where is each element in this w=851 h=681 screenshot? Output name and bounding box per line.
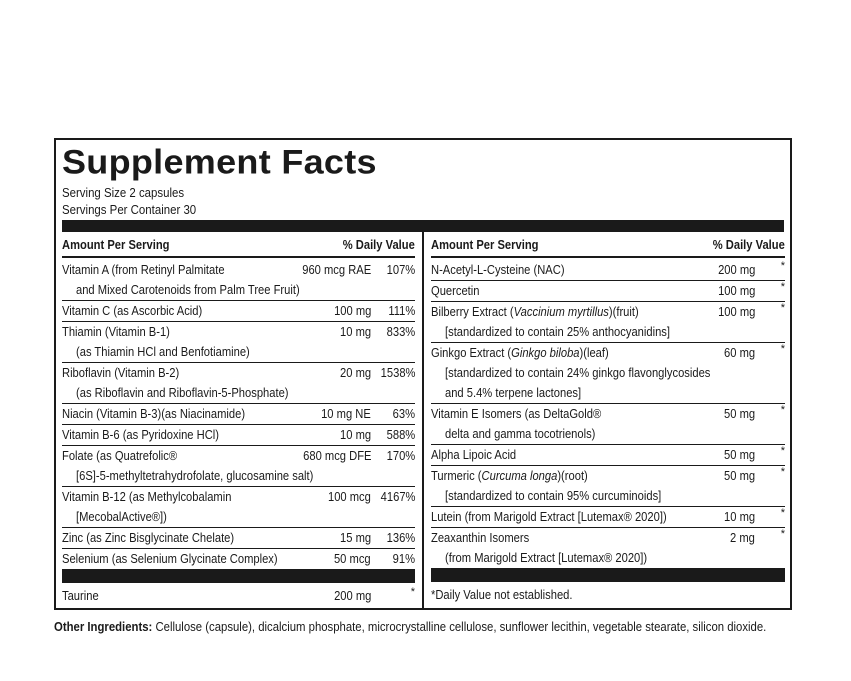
other-ingredients-text: Cellulose (capsule), dicalcium phosphate, microcrystalline cellulose, sunflower lecithin, vegetable stearate, silicon dioxide. (155, 619, 767, 634)
nutrient-subtext: (as Riboflavin and Riboflavin-5-Phosphate) (76, 385, 289, 400)
nutrient-amount: 10 mg (339, 324, 371, 339)
nutrient-subtext: [standardized to contain 25% anthocyanidins] (445, 324, 670, 339)
nutrient-amount: 680 mcg DFE (302, 448, 371, 463)
nutrient-name: Zeaxanthin Isomers (431, 530, 530, 545)
nutrient-amount: 960 mcg RAE (302, 262, 371, 277)
nutrient-row (431, 528, 785, 568)
supplement-facts-panel (54, 138, 792, 610)
footnote-row (431, 582, 785, 605)
serving-size: Serving Size 2 capsules (62, 185, 185, 200)
nutrient-amount: 60 mg (723, 345, 755, 360)
right-header (431, 232, 785, 258)
nutrient-row (62, 549, 415, 569)
asterisk: * (780, 281, 785, 293)
asterisk: * (780, 302, 785, 314)
nutrient-name: Vitamin B-6 (as Pyridoxine HCl) (62, 427, 219, 442)
nutrient-subtext: [6S]-5-methyltetrahydrofolate, glucosamine salt) (76, 468, 314, 483)
nutrient-name: N-Acetyl-L-Cysteine (NAC) (431, 262, 565, 277)
nutrient-amount: 100 mg (333, 303, 371, 318)
nutrient-amount: 10 mg (339, 427, 371, 442)
panel-title: Supplement Facts (62, 141, 377, 181)
servings-per-container: Servings Per Container 30 (62, 202, 197, 217)
left-black-bar (62, 569, 415, 583)
nutrient-name: Vitamin E Isomers (as DeltaGold® (431, 406, 602, 421)
nutrient-dv: 136% (386, 530, 415, 545)
left-header (62, 232, 415, 258)
nutrient-name: Vitamin B-12 (as Methylcobalamin (62, 489, 232, 504)
nutrient-row (62, 487, 415, 528)
nutrient-dv: 4167% (380, 489, 415, 504)
nutrient-row (62, 322, 415, 363)
asterisk: * (780, 445, 785, 457)
nutrient-row (62, 425, 415, 446)
nutrient-row (62, 363, 415, 404)
amount-per-serving-heading: Amount Per Serving (431, 237, 539, 252)
amount-per-serving-heading: Amount Per Serving (62, 237, 170, 252)
nutrient-row (431, 466, 785, 507)
nutrient-name: Zinc (as Zinc Bisglycinate Chelate) (62, 530, 235, 545)
nutrient-row (431, 445, 785, 466)
nutrient-name: Vitamin A (from Retinyl Palmitate (62, 262, 225, 277)
nutrient-dv: 833% (386, 324, 415, 339)
nutrient-subtext: delta and gamma tocotrienols) (445, 426, 596, 441)
asterisk: * (780, 404, 785, 416)
nutrient-subtext: [standardized to contain 95% curcuminoids] (445, 488, 662, 503)
nutrient-amount: 100 mg (717, 283, 755, 298)
asterisk: * (780, 528, 785, 540)
nutrient-row (431, 258, 785, 281)
nutrient-name: Folate (as Quatrefolic® (62, 448, 178, 463)
nutrient-subtext: and 5.4% terpene lactones] (445, 385, 582, 400)
nutrient-row (431, 404, 785, 445)
right-black-bar (431, 568, 785, 582)
asterisk: * (780, 260, 785, 272)
nutrient-name: Niacin (Vitamin B-3)(as Niacinamide) (62, 406, 246, 421)
nutrient-dv: 107% (386, 262, 415, 277)
nutrient-name: Lutein (from Marigold Extract [Lutemax® 2020]) (431, 509, 667, 524)
nutrient-name: Quercetin (431, 283, 480, 298)
nutrient-row (431, 302, 785, 343)
asterisk: * (410, 586, 415, 598)
daily-value-heading: % Daily Value (712, 237, 785, 252)
nutrient-name: Alpha Lipoic Acid (431, 447, 517, 462)
nutrient-amount: 20 mg (339, 365, 371, 380)
asterisk: * (780, 507, 785, 519)
left-column (62, 232, 415, 606)
nutrient-subtext: [standardized to contain 24% ginkgo flavonglycosides (445, 365, 711, 380)
column-divider (422, 232, 424, 608)
nutrient-dv: 170% (386, 448, 415, 463)
nutrient-amount: 10 mg NE (321, 406, 371, 421)
top-black-bar (62, 220, 784, 232)
nutrient-name: Bilberry Extract (Vaccinium myrtillus)(fruit) (431, 304, 639, 319)
nutrient-dv: 111% (388, 303, 415, 318)
nutrient-name: Selenium (as Selenium Glycinate Complex) (62, 551, 278, 566)
nutrient-amount: 100 mg (717, 304, 755, 319)
asterisk: * (780, 343, 785, 355)
nutrient-amount: 50 mcg (334, 551, 371, 566)
right-column (431, 232, 785, 605)
nutrient-subtext: and Mixed Carotenoids from Palm Tree Fruit) (76, 282, 300, 297)
nutrient-dv: 63% (392, 406, 415, 421)
nutrient-dv: 91% (392, 551, 415, 566)
nutrient-amount: 200 mg (333, 588, 371, 603)
nutrient-amount: 50 mg (723, 447, 755, 462)
nutrient-name: Vitamin C (as Ascorbic Acid) (62, 303, 203, 318)
nutrient-row (431, 281, 785, 302)
taurine-row (62, 583, 415, 606)
nutrient-amount: 10 mg (723, 509, 755, 524)
nutrient-amount: 50 mg (723, 406, 755, 421)
daily-value-heading: % Daily Value (342, 237, 415, 252)
nutrient-amount: 15 mg (339, 530, 371, 545)
nutrient-subtext: (as Thiamin HCl and Benfotiamine) (76, 344, 250, 359)
nutrient-subtext: [MecobalActive®]) (76, 509, 167, 524)
nutrient-row (62, 446, 415, 487)
nutrient-name: Taurine (62, 588, 99, 603)
nutrient-row (62, 258, 415, 301)
other-ingredients (54, 619, 766, 634)
nutrient-name: Turmeric (Curcuma longa)(root) (431, 468, 588, 483)
nutrient-name: Riboflavin (Vitamin B-2) (62, 365, 180, 380)
footnote: *Daily Value not established. (431, 587, 573, 602)
nutrient-amount: 50 mg (723, 468, 755, 483)
nutrient-amount: 2 mg (730, 530, 755, 545)
nutrient-row (431, 343, 785, 404)
nutrient-amount: 200 mg (717, 262, 755, 277)
asterisk: * (780, 466, 785, 478)
nutrient-row (62, 301, 415, 322)
nutrient-dv: 1538% (380, 365, 415, 380)
nutrient-name: Ginkgo Extract (Ginkgo biloba)(leaf) (431, 345, 609, 360)
nutrient-row (62, 404, 415, 425)
nutrient-dv: 588% (386, 427, 415, 442)
nutrient-row (62, 528, 415, 549)
nutrient-amount: 100 mcg (328, 489, 371, 504)
nutrient-subtext: (from Marigold Extract [Lutemax® 2020]) (445, 550, 648, 565)
nutrient-name: Thiamin (Vitamin B-1) (62, 324, 170, 339)
other-ingredients-label: Other Ingredients: (54, 619, 153, 634)
nutrient-row (431, 507, 785, 528)
